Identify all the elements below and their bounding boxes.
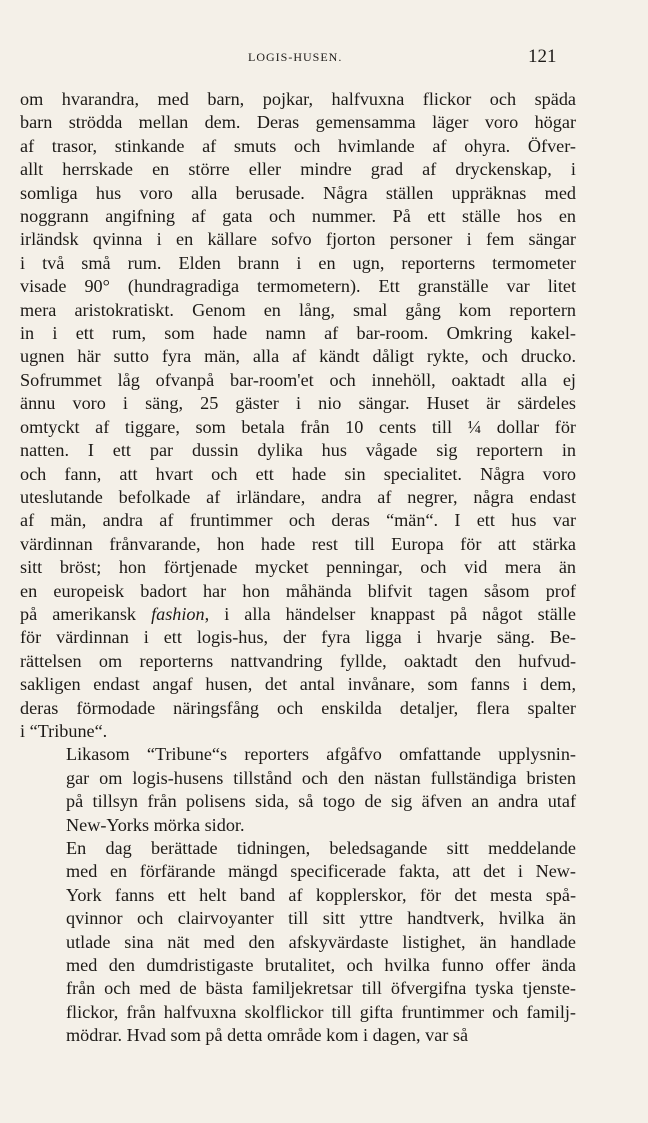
text-line: gar om logis-husens tillstånd och den nästan fullständiga bristen <box>66 767 576 788</box>
italic-word: fashion <box>151 603 205 624</box>
text-line: irländsk qvinna i en källare sofvo fjorton personer i fem sängar <box>20 229 576 250</box>
paragraph <box>20 837 576 1048</box>
text-line: af trasor, stinkande af smuts och hvimlande af ohyra. Öfver- <box>20 135 576 156</box>
text-line: sakligen endast angaf husen, det antal invånare, som fanns i dem, <box>20 674 576 695</box>
text-line: värdinnan frånvarande, hon hade rest till Europa för att stärka <box>20 533 576 554</box>
text-line: rättelsen om reporterns nattvandring fyllde, oaktadt den hufvud- <box>20 650 576 671</box>
text-line: natten. I ett par dussin dylika hus vågade sig reportern in <box>20 440 576 461</box>
text-line: och fann, att hvart och ett hade sin specialitet. Några voro <box>20 463 576 484</box>
text-line: New-Yorks mörka sidor. <box>66 814 245 835</box>
text-line: barn strödda mellan dem. Deras gemensamma läger voro högar <box>20 112 576 133</box>
text-line: qvinnor och clairvoyanter till sitt yttre handtverk, hvilka än <box>66 908 576 929</box>
text-line: En dag berättade tidningen, beledsagande sitt meddelande <box>66 838 576 858</box>
paragraph <box>20 88 576 743</box>
text-line: på tillsyn från polisens sida, så togo de sig äfven an andra utaf <box>66 791 576 812</box>
text-line: med en förfärande mängd specificerade fakta, att det i New- <box>66 861 576 882</box>
text-line: Sofrummet låg ofvanpå bar-room'et och innehöll, oaktadt alla ej <box>20 369 576 390</box>
paragraph <box>20 743 576 837</box>
text-line: flickor, från halfvuxna skolflickor till gifta fruntimmer och familj- <box>66 1001 576 1022</box>
text-line: Likasom “Tribune“s reporters afgåfvo omfattande upplysnin- <box>66 744 576 765</box>
text-line: noggrann angifning af gata och nummer. På ett ställe hos en <box>20 206 576 227</box>
body-text <box>20 88 576 1048</box>
text-line: York fanns ett helt band af kopplerskor, för det mesta spå- <box>66 884 576 905</box>
text-line: ännu voro i säng, 25 gäster i nio sängar. Huset är särdeles <box>20 393 576 414</box>
text-line: med den dumdristigaste brutalitet, och hvilka funno offer ända <box>66 955 576 976</box>
text-line: utlade sina nät med den afskyvärdaste listighet, än handlade <box>66 931 576 952</box>
text-line: somliga hus voro alla berusade. Några ställen uppräknas med <box>20 182 576 203</box>
text-line: uteslutande befolkade af irländare, andra af negrer, några endast <box>20 486 576 507</box>
text-line: från och med de bästa familjekretsar till öfvergifna tyska tjenste- <box>66 978 576 999</box>
page-header <box>0 48 648 72</box>
text-line: sitt bröst; hon förtjenade mycket penningar, och vid mera än <box>20 557 576 578</box>
text-line: allt herrskade en större eller mindre grad af dryckenskap, i <box>20 159 576 180</box>
text-line: för värdinnan i ett logis-hus, der fyra ligga i hvarje säng. Be- <box>20 627 576 648</box>
text-line: in i ett rum, som hade namn af bar-room. Omkring kakel- <box>20 323 576 344</box>
running-head: LOGIS-HUSEN. <box>248 50 343 64</box>
text-line: om hvarandra, med barn, pojkar, halfvuxna flickor och späda <box>20 89 576 109</box>
text-line: omtyckt af tiggare, som betala från 10 cents till ¼ dollar för <box>20 416 576 437</box>
text-line: på amerikansk fashion, i alla händelser knappast på något ställe <box>20 603 576 624</box>
text-line: mera aristokratiskt. Genom en lång, smal gång kom reportern <box>20 299 576 320</box>
text-line: i “Tribune“. <box>20 720 108 741</box>
text-line: mödrar. Hvad som på detta område kom i dagen, var så <box>66 1025 469 1046</box>
text-line: visade 90° (hundragradiga termometern). Ett granställe var litet <box>20 276 576 297</box>
text-line: af män, andra af fruntimmer och deras “män“. I ett hus var <box>20 510 576 531</box>
text-line: ugnen här sutto fyra män, alla af kändt dåligt rykte, och drucko. <box>20 346 576 367</box>
text-line: i två små rum. Elden brann i en ugn, reporterns termometer <box>20 252 576 273</box>
text-line: en europeisk badort har hon måhända blifvit tagen såsom prof <box>20 580 576 601</box>
text-line: deras förmodade näringsfång och enskilda detaljer, flera spalter <box>20 697 576 718</box>
page-number: 121 <box>528 46 557 67</box>
